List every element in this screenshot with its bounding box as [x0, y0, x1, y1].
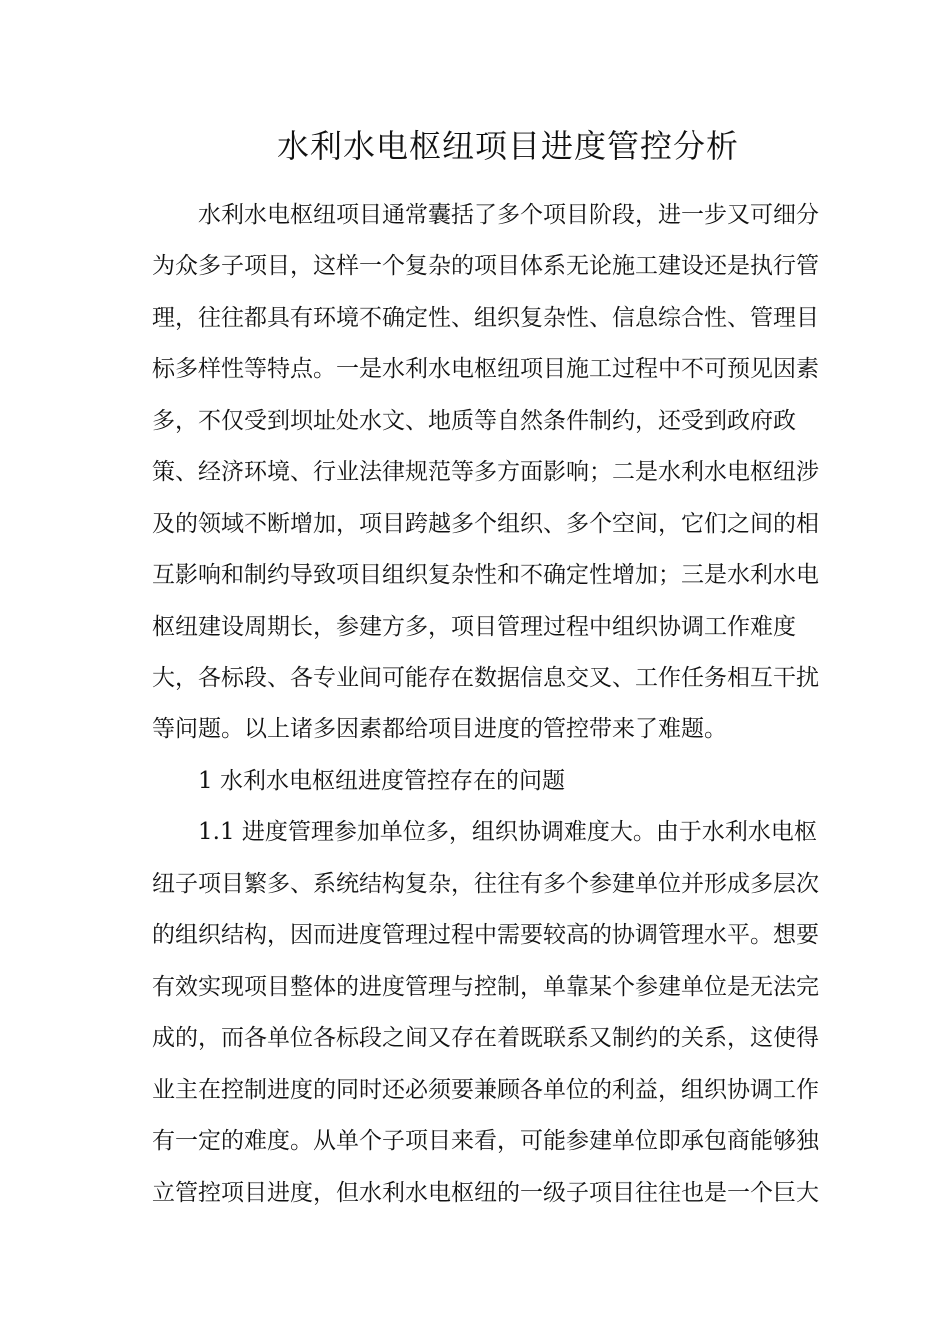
paragraph-1-line-9: 枢纽建设周期长，参建方多，项目管理过程中组织协调工作难度 [152, 614, 796, 640]
paragraph-1-line-3: 理，往往都具有环境不确定性、组织复杂性、信息综合性、管理目 [152, 305, 819, 331]
paragraph-1-line-5: 多，不仅受到坝址处水文、地质等自然条件制约，还受到政府政 [152, 408, 796, 434]
paragraph-1-line-10: 大，各标段、各专业间可能存在数据信息交叉、工作任务相互干扰 [152, 665, 819, 691]
paragraph-2-line-5: 成的，而各单位各标段之间又存在着既联系又制约的关系，这使得 [152, 1025, 819, 1051]
paragraph-2-line-6: 业主在控制进度的同时还必须要兼顾各单位的利益，组织协调工作 [152, 1077, 819, 1103]
paragraph-2-line-2: 纽子项目繁多、系统结构复杂，往往有多个参建单位并形成多层次 [152, 871, 819, 897]
paragraph-2-line-1: 1.1 进度管理参加单位多，组织协调难度大。由于水利水电枢 [198, 819, 817, 845]
paragraph-1-line-11: 等问题。以上诸多因素都给项目进度的管控带来了难题。 [152, 716, 727, 742]
paragraph-1-line-6: 策、经济环境、行业法律规范等多方面影响；二是水利水电枢纽涉 [152, 459, 819, 485]
section-heading-1: 1 水利水电枢纽进度管控存在的问题 [198, 768, 565, 794]
paragraph-2-line-8: 立管控项目进度，但水利水电枢纽的一级子项目往往也是一个巨大 [152, 1180, 819, 1206]
paragraph-1-line-4: 标多样性等特点。一是水利水电枢纽项目施工过程中不可预见因素 [152, 356, 819, 382]
document-title: 水利水电枢纽项目进度管控分析 [276, 127, 739, 165]
paragraph-1-line-1: 水利水电枢纽项目通常囊括了多个项目阶段，进一步又可细分 [198, 202, 819, 228]
paragraph-1-line-7: 及的领域不断增加，项目跨越多个组织、多个空间，它们之间的相 [152, 511, 819, 537]
paragraph-1-line-2: 为众多子项目，这样一个复杂的项目体系无论施工建设还是执行管 [152, 253, 819, 279]
paragraph-2-line-4: 有效实现项目整体的进度管理与控制，单靠某个参建单位是无法完 [152, 974, 819, 1000]
paragraph-2-line-3: 的组织结构，因而进度管理过程中需要较高的协调管理水平。想要 [152, 922, 819, 948]
paragraph-2-line-7: 有一定的难度。从单个子项目来看，可能参建单位即承包商能够独 [152, 1128, 819, 1154]
paragraph-1-line-8: 互影响和制约导致项目组织复杂性和不确定性增加；三是水利水电 [152, 562, 819, 588]
